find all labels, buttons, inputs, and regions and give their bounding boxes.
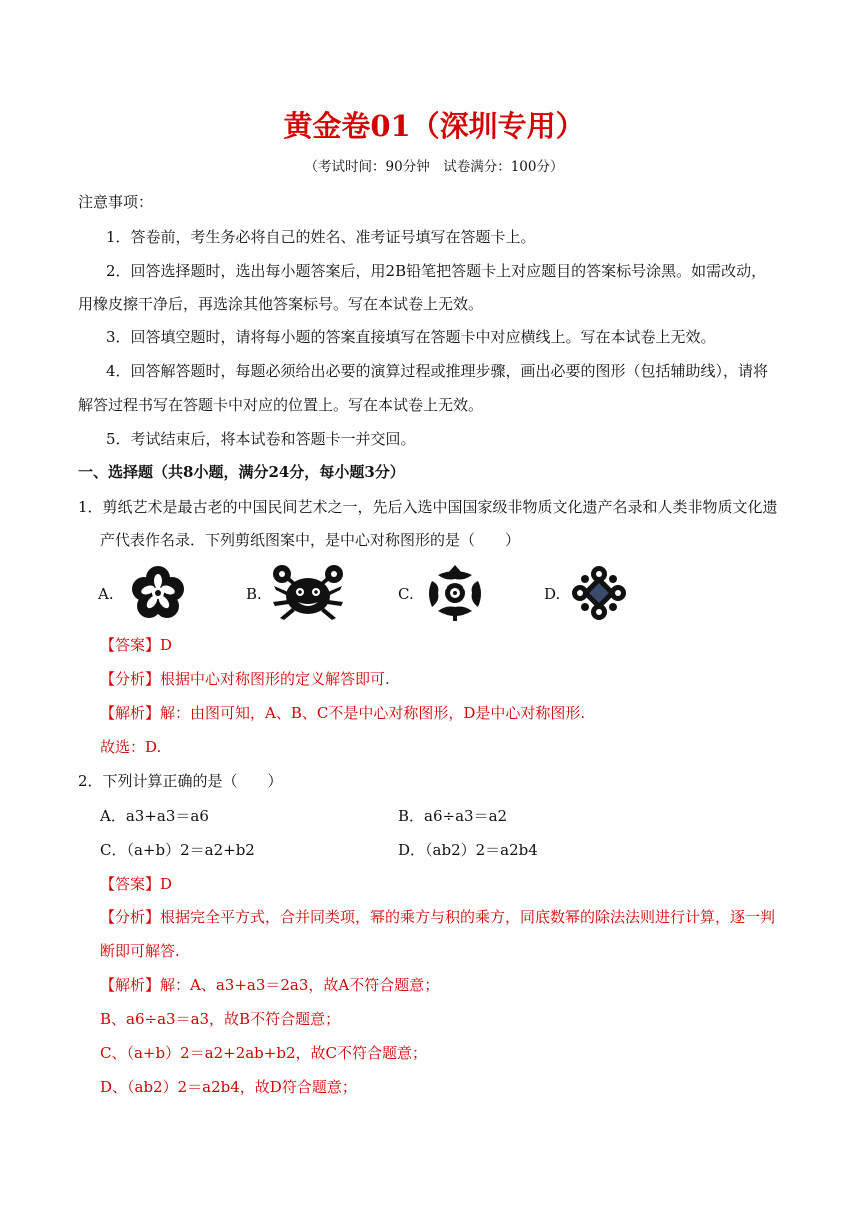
note-item: 1．答卷前，考生务必将自己的姓名、准考证号填写在答题卡上。 (106, 228, 536, 246)
note-item: 3．回答填空题时，请将每小题的答案直接填写在答题卡中对应横线上。写在本试卷上无效。 (106, 328, 716, 346)
notes-heading: 注意事项： (78, 193, 154, 211)
q1-option-d-label: D. (544, 585, 561, 603)
q1-analysis: 【分析】根据中心对称图形的定义解答即可. (100, 670, 390, 688)
section-heading: 一、选择题（共8小题，满分24分，每小题3分） (78, 463, 405, 481)
q2-solution-line1: 【解析】解：A、a3+a3＝2a3，故A不符合题意； (100, 976, 440, 994)
q1-stem-line2: 产代表作名录．下列剪纸图案中，是中心对称图形的是（ ） (100, 531, 521, 549)
q1-option-a-label: A. (98, 585, 114, 603)
q1-option-c-label: C. (398, 585, 414, 603)
note-item: 解答过程书写在答题卡中对应的位置上。写在本试卷上无效。 (78, 396, 484, 414)
pattern-figure-c (424, 563, 486, 623)
q2-solution-line3: C、（a+b）2＝a2+2ab+b2，故C不符合题意； (100, 1044, 427, 1062)
q1-solution: 【解析】解：由图可知，A、B、C不是中心对称图形，D是中心对称图形. (100, 704, 586, 722)
q2-option-d: D．（ab2）2＝a2b4 (398, 841, 538, 859)
q1-conclusion: 故选：D. (100, 738, 162, 756)
q2-option-c: C．（a+b）2＝a2+b2 (100, 841, 255, 859)
q2-solution-line2: B、a6÷a3＝a3，故B不符合题意； (100, 1010, 341, 1028)
note-item: 4．回答解答题时，每题必须给出必要的演算过程或推理步骤，画出必要的图形（包括辅助线），请将 (106, 362, 769, 380)
q2-option-b: B．a6÷a3＝a2 (398, 807, 508, 825)
q2-option-a: A．a3+a3＝a6 (100, 807, 209, 825)
crab-figure-b (270, 562, 346, 622)
q1-option-b-label: B. (246, 585, 262, 603)
exam-info: （考试时间：90分钟 试卷满分：100分） (304, 159, 564, 175)
q2-solution-line4: D、（ab2）2＝a2b4，故D符合题意； (100, 1078, 357, 1096)
q1-stem-line1: 1．剪纸艺术是最古老的中国民间艺术之一，先后入选中国国家级非物质文化遗产名录和人类非物质文化遗 (78, 498, 778, 516)
page-title: 黄金卷01（深圳专用） (283, 109, 585, 143)
q2-answer: 【答案】D (100, 875, 173, 893)
q2-analysis-line1: 【分析】根据完全平方式，合并同类项，幂的乘方与积的乘方，同底数幂的除法法则进行计算，逐一判 (100, 908, 776, 926)
note-item: 2．回答选择题时，选出每小题答案后，用2B铅笔把答题卡上对应题目的答案标号涂黑。如需改动， (106, 262, 767, 280)
q2-stem: 2．下列计算正确的是（ ） (78, 772, 283, 790)
note-item: 5．考试结束后，将本试卷和答题卡一并交回。 (106, 430, 416, 448)
q1-answer: 【答案】D (100, 636, 173, 654)
q2-analysis-line2: 断即可解答. (100, 942, 180, 960)
pattern-figure-d (570, 564, 628, 622)
note-item: 用橡皮擦干净后，再选涂其他答案标号。写在本试卷上无效。 (78, 295, 484, 313)
flower-figure-a (130, 565, 186, 621)
